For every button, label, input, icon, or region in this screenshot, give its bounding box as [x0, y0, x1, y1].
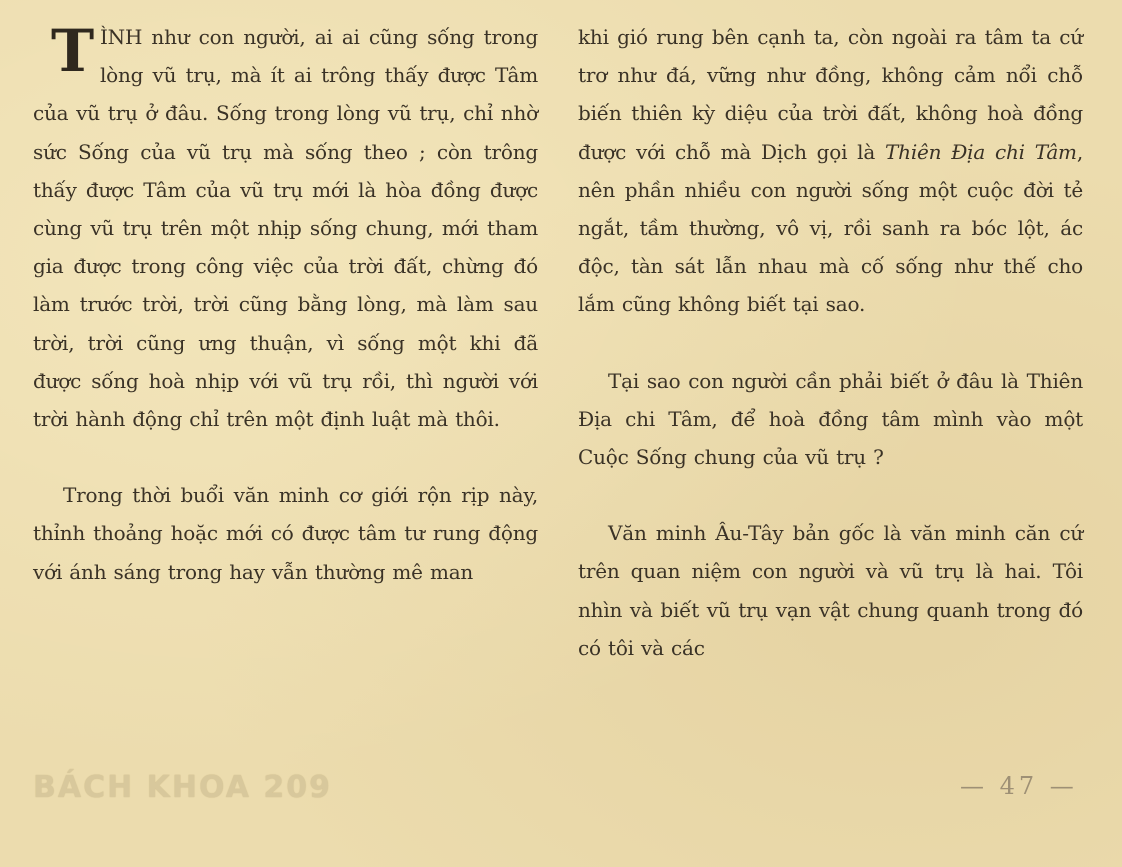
right-paragraph-1-end: , nên phần nhiều con người sống một cuộc đời tẻ ngắt, tầm thường, vô vị, rồi sanh ra bóc lột, ác độc, tàn sát lẫn nhau mà cố sống như thế cho lắm cũng không biết tại sao. — [578, 139, 1083, 317]
opening-paragraph — [33, 18, 538, 438]
right-column — [578, 18, 1083, 667]
opening-paragraph-text: ÌNH như con người, ai ai cũng sống trong lòng vũ trụ, mà ít ai trông thấy được Tâm của vũ trụ ở đâu. Sống trong lòng vũ trụ, chỉ nhờ sức Sống của vũ trụ mà sống theo ; còn trông thấy được Tâm của vũ trụ mới là hòa đồng được cùng vũ trụ trên một nhịp sống chung, mới tham gia được trong công việc của trời đất, chừng đó làm trước trời, trời cũng bằng lòng, mà làm sau trời, trời cũng ưng thuận, vì sống một khi đã được sống hoà nhịp với vũ trụ rồi, thì người với trời hành động chỉ trên một định luật mà thôi. — [33, 25, 538, 432]
left-paragraph-2: Trong thời buổi văn minh cơ giới rộn rịp này, thỉnh thoảng hoặc mới có được tâm tư rung động với ánh sáng trong hay vẫn thường mê man — [33, 483, 538, 584]
page-number: — 47 — — [960, 772, 1078, 800]
left-column — [33, 18, 538, 591]
footer-publication-title: BÁCH KHOA 209 — [33, 770, 332, 805]
right-paragraph-2: Tại sao con người cần phải biết ở đâu là Thiên Địa chi Tâm, để hoà đồng tâm mình vào một Cuộc Sống chung của vũ trụ ? — [578, 368, 1083, 470]
right-paragraph-1 — [578, 18, 1083, 324]
drop-cap-letter: T — [51, 17, 94, 85]
right-paragraph-3: Văn minh Âu-Tây bản gốc là văn minh căn cứ trên quan niệm con người và vũ trụ là hai. Tôi nhìn và biết vũ trụ vạn vật chung quanh trong đó có tôi và các — [578, 521, 1083, 660]
italic-term: Thiên Địa chi Tâm — [885, 139, 1077, 164]
right-paragraph-1-start: khi gió rung bên cạnh ta, còn ngoài ra tâm ta cứ trơ như đá, vững như đồng, không cảm nổi chỗ biến thiên kỳ diệu của trời đất, không hoà đồng được với chỗ mà Dịch gọi là — [578, 25, 1083, 164]
